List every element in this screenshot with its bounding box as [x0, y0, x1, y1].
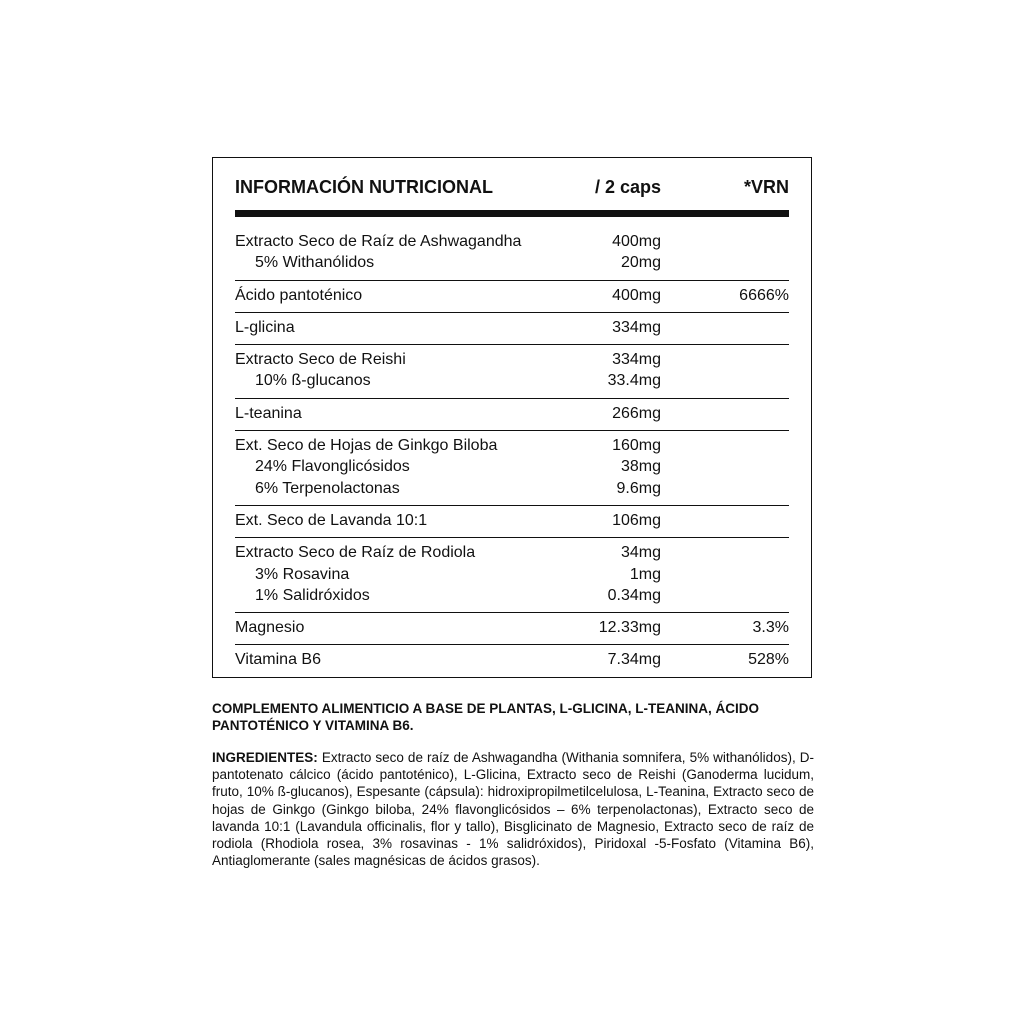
- nutrient-subline: [235, 564, 789, 585]
- nutrient-name: 6% Terpenolactonas: [255, 479, 400, 497]
- nutrient-amount: 33.4mg: [607, 372, 661, 390]
- ingredients-block: [212, 749, 814, 869]
- nutrient-line: [235, 510, 789, 531]
- nutrient-subline: [235, 585, 789, 606]
- nutrient-line: [235, 285, 789, 306]
- nutrient-name: 5% Withanólidos: [255, 254, 375, 272]
- nutrient-subline: [235, 252, 789, 273]
- nutrient-amount: 20mg: [620, 254, 661, 272]
- nutrient-name: Vitamina B6: [235, 651, 321, 669]
- nutrient-name: Extracto Seco de Raíz de Rodiola: [235, 544, 476, 562]
- nutrient-vrn: 3.3%: [752, 619, 789, 637]
- nutrient-rows: [235, 227, 789, 677]
- nutrient-name: Extracto Seco de Reishi: [235, 351, 406, 369]
- nutrient-name: Ext. Seco de Hojas de Ginkgo Biloba: [235, 437, 498, 455]
- nutrient-row: [235, 431, 789, 506]
- nutrient-name: L-teanina: [235, 404, 302, 422]
- nutrient-line: [235, 617, 789, 638]
- nutrient-line: [235, 231, 789, 252]
- nutrient-name: Ácido pantoténico: [235, 286, 363, 304]
- nutrient-row: [235, 313, 789, 345]
- nutrient-name: 24% Flavonglicósidos: [255, 458, 410, 476]
- nutrient-line: [235, 435, 789, 456]
- nutrient-subline: [235, 456, 789, 477]
- nutrition-title: INFORMACIÓN NUTRICIONAL: [235, 177, 493, 197]
- nutrient-row: [235, 227, 789, 281]
- nutrient-amount: 334mg: [612, 351, 661, 369]
- nutrient-vrn: 6666%: [739, 286, 789, 304]
- nutrient-amount: 12.33mg: [598, 619, 661, 637]
- nutrient-amount: 160mg: [612, 437, 661, 455]
- nutrient-amount: 400mg: [612, 233, 661, 250]
- nutrient-vrn: 528%: [748, 651, 789, 669]
- nutrient-amount: 7.34mg: [607, 651, 661, 669]
- nutrient-name: Ext. Seco de Lavanda 10:1: [235, 511, 428, 529]
- nutrient-amount: 1mg: [629, 565, 661, 583]
- nutrient-row: [235, 345, 789, 399]
- nutrient-amount: 334mg: [612, 318, 661, 336]
- ingredients-label: INGREDIENTES:: [212, 750, 318, 765]
- nutrient-amount: 9.6mg: [616, 479, 661, 497]
- nutrient-row: [235, 645, 789, 676]
- nutrient-line: [235, 403, 789, 424]
- nutrition-facts-panel: [212, 157, 812, 678]
- nutrient-amount: 266mg: [612, 404, 661, 422]
- nutrient-name: 10% ß-glucanos: [255, 372, 371, 390]
- nutrient-row: [235, 613, 789, 645]
- nutrient-line: [235, 542, 789, 563]
- nutrient-name: Magnesio: [235, 619, 305, 637]
- nutrient-subline: [235, 370, 789, 391]
- nutrient-subline: [235, 478, 789, 499]
- nutrient-amount: 400mg: [612, 286, 661, 304]
- nutrient-row: [235, 538, 789, 613]
- nutrient-name: Extracto Seco de Raíz de Ashwagandha: [235, 233, 522, 250]
- nutrition-header: [235, 172, 789, 202]
- nutrient-line: [235, 349, 789, 370]
- nutrient-name: 1% Salidróxidos: [255, 586, 370, 604]
- product-description: COMPLEMENTO ALIMENTICIO A BASE DE PLANTAS, L-GLICINA, L-TEANINA, ÁCIDO PANTOTÉNICO Y VITAMINA B6.: [212, 701, 759, 733]
- serving-size-header: / 2 caps: [594, 177, 661, 197]
- ingredients-text: Extracto seco de raíz de Ashwagandha (Withania somnifera, 5% withanólidos), D-pantotenato cálcico (ácido pantoténico), L-Glicina, Extracto seco de Reishi (Ganoderma lucidum, fruto, 10% ß-glucanos), Espesante (cápsula): hidroxipropilmetilcelulosa, L-Teanina, Extracto seco de hojas de Ginkgo (Ginkgo biloba, 24% flavonglicósidos – 6% terpenolactonas), Extracto seco de lavanda 10:1 (Lavandula officinalis, flor y tallo), Bisglicinato de Magnesio, Extracto seco de raíz de rodiola (Rhodiola rosea, 3% rosavinas - 1% salidróxidos), Piridoxal -5-Fosfato (Vitamina B6), Antiaglomerante (sales magnésicas de ácidos grasos).: [212, 750, 814, 869]
- nutrient-name: L-glicina: [235, 318, 295, 336]
- nutrient-row: [235, 281, 789, 313]
- nutrient-row: [235, 506, 789, 538]
- nutrient-name: 3% Rosavina: [255, 565, 350, 583]
- nutrient-amount: 0.34mg: [607, 586, 661, 604]
- nutrient-row: [235, 399, 789, 431]
- header-divider: [235, 210, 789, 217]
- vrn-header: *VRN: [743, 177, 789, 197]
- nutrient-amount: 34mg: [620, 544, 661, 562]
- nutrient-line: [235, 317, 789, 338]
- nutrient-amount: 106mg: [612, 511, 661, 529]
- nutrient-amount: 38mg: [620, 458, 661, 476]
- nutrient-line: [235, 649, 789, 670]
